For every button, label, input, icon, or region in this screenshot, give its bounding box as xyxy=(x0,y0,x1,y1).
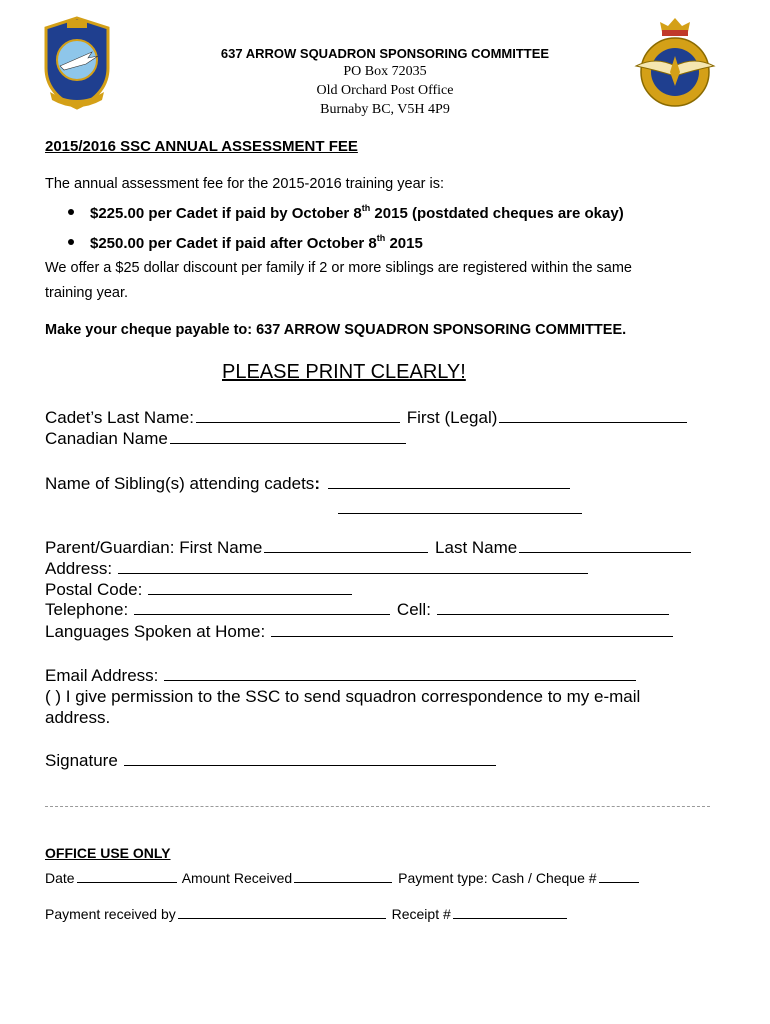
payment-received-by-label: Payment received by xyxy=(45,906,176,922)
signature-label: Signature xyxy=(45,751,118,770)
address-line-1: PO Box 72035 xyxy=(343,64,427,79)
bullet-icon xyxy=(68,239,74,245)
languages-field[interactable] xyxy=(271,635,673,637)
siblings-label: Name of Sibling(s) attending cadets xyxy=(45,474,315,493)
amount-received-label: Amount Received xyxy=(181,870,293,886)
discount-line-1: We offer a $25 dollar discount per family if 2 or more siblings are registered within the same xyxy=(45,260,632,276)
canadian-name-field[interactable] xyxy=(170,442,406,444)
address-field[interactable] xyxy=(118,572,588,574)
discount-line-2: training year. xyxy=(45,285,129,301)
languages-row xyxy=(45,622,675,642)
parent-first-name-field[interactable] xyxy=(264,551,428,553)
languages-label: Languages Spoken at Home: xyxy=(45,622,266,641)
postal-code-row xyxy=(45,580,354,600)
address-row xyxy=(45,559,590,579)
parent-first-name-label: Parent/Guardian: First Name xyxy=(45,538,263,557)
date-label: Date xyxy=(45,870,75,886)
cell-label: Cell: xyxy=(396,600,431,619)
email-permission-line-2: address. xyxy=(45,708,111,727)
first-legal-field[interactable] xyxy=(499,421,687,423)
receipt-label: Receipt # xyxy=(391,906,451,922)
fee-bullet-1: $225.00 per Cadet if paid by October 8th 2015 (postdated cheques are okay) xyxy=(68,205,624,222)
email-field[interactable] xyxy=(164,679,636,681)
canadian-name-row xyxy=(45,429,408,449)
cut-line-divider xyxy=(45,806,710,807)
amount-received-field[interactable] xyxy=(294,881,392,883)
email-permission-line-1: ( ) I give permission to the SSC to send squadron correspondence to my e-mail xyxy=(45,687,641,706)
telephone-label: Telephone: xyxy=(45,600,129,619)
fee-section-title: 2015/2016 SSC ANNUAL ASSESSMENT FEE xyxy=(45,138,358,155)
signature-row xyxy=(45,751,498,771)
office-use-title: OFFICE USE ONLY xyxy=(45,845,171,861)
cadet-name-row xyxy=(45,408,689,428)
postal-code-field[interactable] xyxy=(148,593,352,595)
print-clearly-heading: PLEASE PRINT CLEARLY! xyxy=(222,361,466,383)
fee-intro: The annual assessment fee for the 2015-2016 training year is: xyxy=(45,176,444,192)
bullet-icon xyxy=(68,209,74,215)
last-name-label: Last Name xyxy=(435,538,518,557)
payable-to: Make your cheque payable to: 637 ARROW SQUADRON SPONSORING COMMITTEE. xyxy=(45,322,627,338)
fee-bullet-2: $250.00 per Cadet if paid after October 8th 2015 xyxy=(68,235,423,252)
email-label: Email Address: xyxy=(45,666,159,685)
cadet-last-name-label: Cadet’s Last Name: xyxy=(45,408,194,427)
telephone-row xyxy=(45,600,671,620)
address-label: Address: xyxy=(45,559,113,578)
date-field[interactable] xyxy=(77,881,177,883)
telephone-field[interactable] xyxy=(134,613,390,615)
siblings-field-1[interactable] xyxy=(328,487,570,489)
address-line-3: Burnaby BC, V5H 4P9 xyxy=(320,102,450,117)
parent-name-row xyxy=(45,538,693,558)
receipt-field[interactable] xyxy=(453,917,567,919)
last-name-field[interactable] xyxy=(519,551,691,553)
canadian-name-label: Canadian Name xyxy=(45,429,168,448)
office-row-2 xyxy=(45,906,569,922)
siblings-field-2[interactable] xyxy=(338,512,582,514)
signature-field[interactable] xyxy=(124,764,496,766)
cheque-number-field[interactable] xyxy=(599,881,639,883)
first-legal-label: First (Legal) xyxy=(406,408,498,427)
cadet-last-name-field[interactable] xyxy=(196,421,400,423)
org-title: 637 ARROW SQUADRON SPONSORING COMMITTEE xyxy=(220,46,550,61)
payment-type-label: Payment type: Cash / Cheque # xyxy=(398,870,597,886)
siblings-colon: : xyxy=(314,474,320,493)
siblings-row xyxy=(45,474,572,494)
postal-code-label: Postal Code: xyxy=(45,580,143,599)
email-row xyxy=(45,666,638,686)
address-line-2: Old Orchard Post Office xyxy=(316,83,454,98)
cell-field[interactable] xyxy=(437,613,669,615)
office-row-1 xyxy=(45,870,641,886)
payment-received-by-field[interactable] xyxy=(178,917,386,919)
